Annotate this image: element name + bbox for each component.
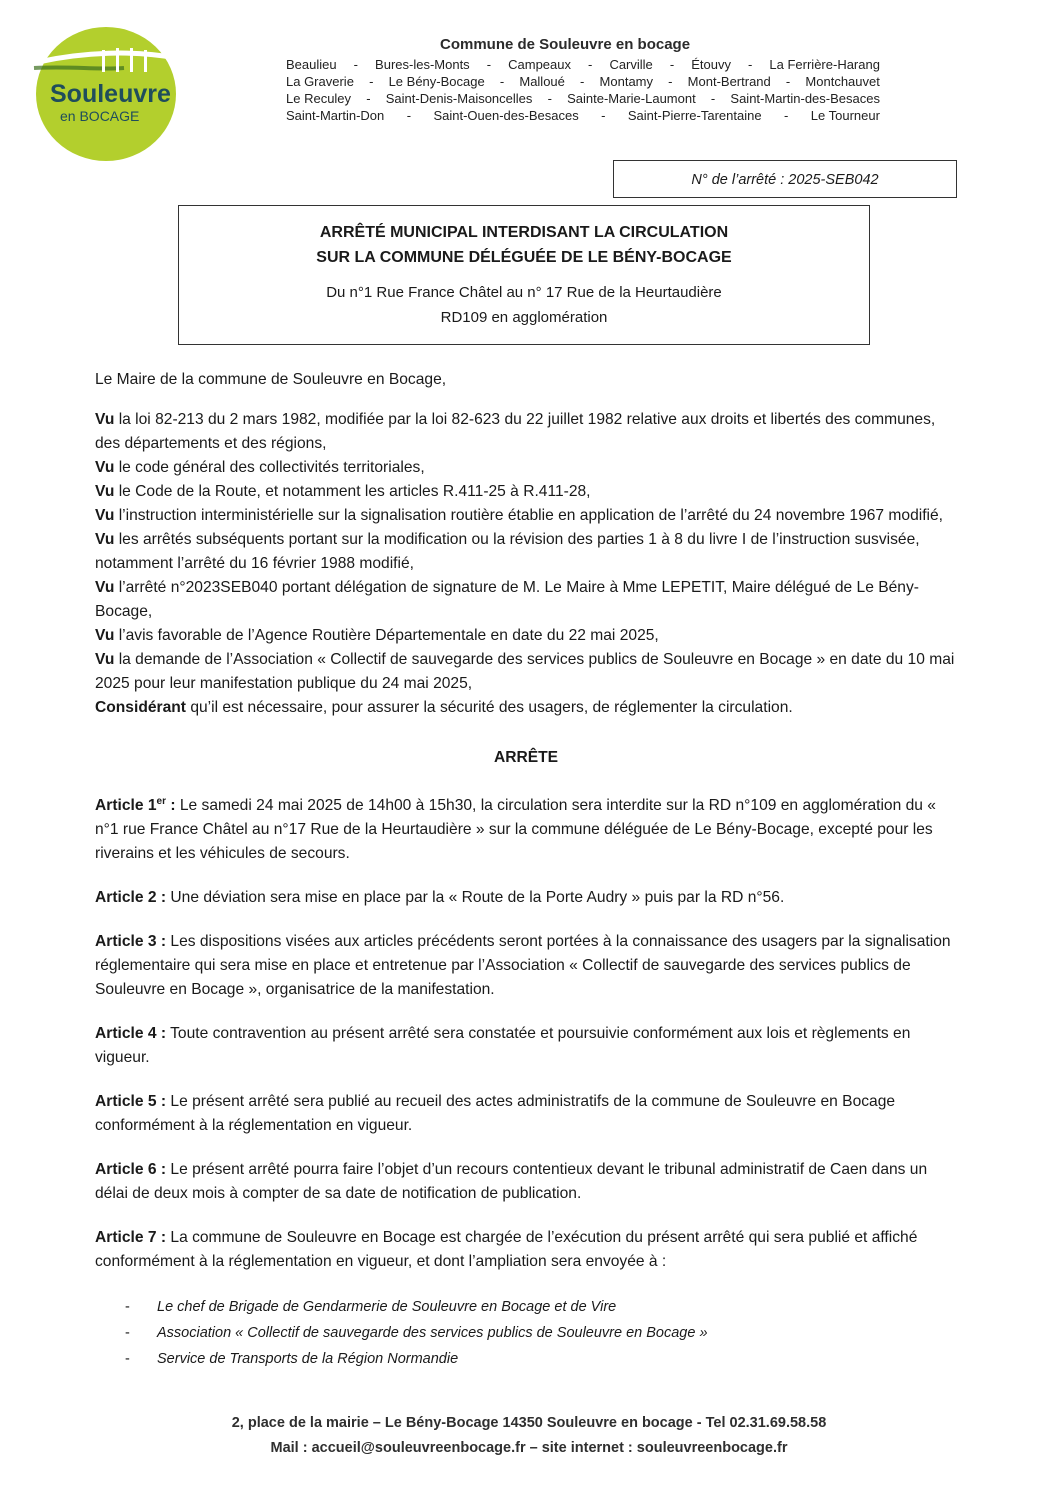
article-text: Le présent arrêté sera publié au recueil des actes administratifs de la commune de Souleuvre en Bocage conformément à la réglementation en vigueur. <box>95 1093 896 1135</box>
consideration-text: le Code de la Route, et notamment les articles R.411-25 à R.411-28, <box>114 483 591 500</box>
consideration-text: l’instruction interministérielle sur la signalisation routière établie en application de l’arrêté du 24 novembre 1967 modifié, <box>114 507 944 524</box>
village-separator: - <box>669 57 675 72</box>
logo-text-main: Souleuvre <box>50 80 171 108</box>
village-name: Malloué <box>519 74 565 89</box>
consideration-keyword: Vu <box>95 459 115 476</box>
village-name: Carville <box>609 57 653 72</box>
village-name: La Ferrière-Harang <box>769 57 880 72</box>
intro-text: Le Maire de la commune de Souleuvre en Bocage, <box>95 371 447 388</box>
ampliation-text: Le chef de Brigade de Gendarmerie de Souleuvre en Bocage et de Vire <box>157 1299 617 1316</box>
village-row <box>286 56 880 73</box>
article-label: Article 3 <box>95 933 157 951</box>
articles-list <box>95 790 957 1274</box>
article-label: Article 1 <box>95 797 157 815</box>
village-name: Saint-Martin-des-Besaces <box>730 91 880 106</box>
village-name: Beaulieu <box>286 57 337 72</box>
article-label: Article 5 <box>95 1093 157 1111</box>
ampliation-item <box>95 1320 957 1346</box>
article-label: Article 6 <box>95 1161 157 1179</box>
consideration-item <box>95 480 957 504</box>
footer-contact: Mail : accueil@souleuvreenbocage.fr – site internet : souleuvreenbocage.fr <box>270 1440 788 1456</box>
article-separator: : <box>156 1025 167 1043</box>
consideration-item <box>95 456 957 480</box>
article-text: Les dispositions visées aux articles précédents seront portées à la connaissance des usagers par la signalisation réglementaire qui sera mise en place et entretenue par l’Association « Collectif de sauvegarde des services publics de Souleuvre en Bocage », organisatrice de la manifestation. <box>95 933 951 999</box>
consideration-keyword: Vu <box>95 651 115 668</box>
title-line-1: ARRÊTÉ MUNICIPAL INTERDISANT LA CIRCULATION <box>319 224 729 241</box>
commune-logo <box>24 22 184 162</box>
article-1 <box>95 790 957 866</box>
article-separator: : <box>156 933 167 951</box>
village-name: Sainte-Marie-Laumont <box>567 91 696 106</box>
village-list <box>286 56 880 124</box>
ampliation-text: Association « Collectif de sauvegarde des services publics de Souleuvre en Bocage » <box>157 1325 708 1342</box>
village-separator: - <box>710 91 716 106</box>
article-text: Toute contravention au présent arrêté sera constatée et poursuivie conformément aux lois et règlements en vigueur. <box>95 1025 911 1067</box>
logo-graphic <box>24 22 184 162</box>
village-separator: - <box>748 57 753 72</box>
article-separator: : <box>166 797 176 815</box>
article-2 <box>95 886 957 910</box>
arrete-heading: ARRÊTE <box>493 749 559 766</box>
consideration-text: l’avis favorable de l’Agence Routière Départementale en date du 22 mai 2025, <box>114 627 659 644</box>
consideration-text: le code général des collectivités territoriales, <box>114 459 425 476</box>
article-text: Le présent arrêté pourra faire l’objet d’un recours contentieux devant le tribunal administratif de Caen dans un délai de deux mois à compter de sa date de notification de publication. <box>95 1161 928 1203</box>
village-name: Saint-Martin-Don <box>286 108 385 123</box>
village-name: Saint-Ouen-des-Besaces <box>433 108 579 123</box>
article-text: Une déviation sera mise en place par la « Route de la Porte Audry » puis par la RD n°56. <box>166 889 785 907</box>
village-separator: - <box>547 91 552 106</box>
subtitle-line-1: Du n°1 Rue France Châtel au n° 17 Rue de la Heurtaudière <box>326 284 722 301</box>
article-label: Article 7 <box>95 1229 157 1247</box>
village-name: Saint-Pierre-Tarentaine <box>627 108 762 123</box>
list-dash: - <box>125 1299 130 1316</box>
logo-text-sub: en BOCAGE <box>60 108 140 124</box>
article-label-superscript: er <box>156 796 166 807</box>
village-separator: - <box>406 108 412 123</box>
village-name: Montamy <box>599 74 654 89</box>
village-separator: - <box>668 74 673 89</box>
consideration-item <box>95 648 957 696</box>
article-3 <box>95 930 957 1002</box>
consideration-keyword: Vu <box>95 531 115 548</box>
article-7 <box>95 1226 957 1274</box>
article-text: Le samedi 24 mai 2025 de 14h00 à 15h30, la circulation sera interdite sur la RD n°109 en agglomération du « n°1 rue France Châtel au n°17 Rue de la Heurtaudière » sur la commune déléguée de Le Bény-Bocage, excepté pour les riverains et les véhicules de secours. <box>95 797 936 863</box>
considerations-list <box>95 408 957 720</box>
village-separator: - <box>588 57 593 72</box>
article-label: Article 2 <box>95 889 157 907</box>
article-label: Article 4 <box>95 1025 157 1043</box>
consideration-item <box>95 576 957 624</box>
title-box <box>178 205 870 345</box>
consideration-text: la demande de l’Association « Collectif de sauvegarde des services publics de Souleuvre en Bocage » en date du 10 mai 2025 pour leur manifestation publique du 24 mai 2025, <box>95 651 955 692</box>
ampliation-item <box>95 1346 957 1372</box>
article-separator: : <box>156 889 167 907</box>
consideration-text: les arrêtés subséquents portant sur la modification ou la révision des parties 1 à 8 du livre I de l’instruction susvisée, notamment l’arrêté du 16 février 1988 modifié, <box>95 531 920 572</box>
consideration-item <box>95 504 957 528</box>
consideration-keyword: Vu <box>95 627 115 644</box>
village-name: Bures-les-Monts <box>375 57 470 72</box>
consideration-keyword: Vu <box>95 483 115 500</box>
consideration-item <box>95 624 957 648</box>
list-dash: - <box>125 1351 130 1368</box>
article-text: La commune de Souleuvre en Bocage est chargée de l’exécution du présent arrêté qui sera publié et affiché conformément à la réglementation en vigueur, et dont l’ampliation sera envoyée à : <box>95 1229 918 1271</box>
village-separator: - <box>601 108 606 123</box>
arrete-number: N° de l’arrêté : 2025-SEB042 <box>613 160 957 198</box>
commune-title: Commune de Souleuvre en bocage <box>440 36 691 53</box>
ampliation-text: Service de Transports de la Région Normandie <box>157 1351 459 1368</box>
article-4 <box>95 1022 957 1070</box>
article-6 <box>95 1158 957 1206</box>
consideration-item <box>95 528 957 576</box>
consideration-keyword: Considérant <box>95 699 186 716</box>
village-separator: - <box>366 91 371 106</box>
consideration-text: qu’il est nécessaire, pour assurer la sécurité des usagers, de réglementer la circulation. <box>185 699 793 716</box>
village-name: Le Reculey <box>286 91 352 106</box>
village-row <box>286 107 880 124</box>
village-row <box>286 90 880 107</box>
ampliation-list <box>95 1294 957 1372</box>
consideration-keyword: Vu <box>95 507 115 524</box>
consideration-item <box>95 696 957 720</box>
village-name: Montchauvet <box>805 74 880 89</box>
consideration-keyword: Vu <box>95 411 115 428</box>
village-separator: - <box>499 74 505 89</box>
village-name: Le Bény-Bocage <box>388 74 485 89</box>
village-name: Étouvy <box>691 57 731 72</box>
consideration-text: l’arrêté n°2023SEB040 portant délégation de signature de M. Le Maire à Mme LEPETIT, Maire délégué de Le Bény-Bocage, <box>95 579 919 620</box>
ampliation-item <box>95 1294 957 1320</box>
title-line-2: SUR LA COMMUNE DÉLÉGUÉE DE LE BÉNY-BOCAGE <box>316 249 732 266</box>
village-separator: - <box>353 57 358 72</box>
article-5 <box>95 1090 957 1138</box>
footer-address: 2, place de la mairie – Le Bény-Bocage 14350 Souleuvre en bocage - Tel 02.31.69.58.58 <box>231 1415 827 1431</box>
consideration-text: la loi 82-213 du 2 mars 1982, modifiée par la loi 82-623 du 22 juillet 1982 relative aux droits et libertés des communes, des départements et des régions, <box>95 411 936 452</box>
village-name: La Graverie <box>286 74 354 89</box>
village-separator: - <box>785 74 791 89</box>
village-separator: - <box>486 57 492 72</box>
village-name: Saint-Denis-Maisoncelles <box>385 91 533 106</box>
village-name: Mont-Bertrand <box>687 74 771 89</box>
consideration-keyword: Vu <box>95 579 115 596</box>
village-separator: - <box>580 74 585 89</box>
article-separator: : <box>156 1229 167 1247</box>
village-name: Campeaux <box>508 57 571 72</box>
village-separator: - <box>369 74 374 89</box>
village-row <box>286 73 880 90</box>
article-separator: : <box>156 1093 167 1111</box>
subtitle-line-2: RD109 en agglomération <box>440 309 608 326</box>
list-dash: - <box>125 1325 130 1342</box>
document-body <box>95 368 957 1372</box>
consideration-item <box>95 408 957 456</box>
village-separator: - <box>784 108 789 123</box>
village-name: Le Tourneur <box>810 108 880 123</box>
article-separator: : <box>156 1161 167 1179</box>
